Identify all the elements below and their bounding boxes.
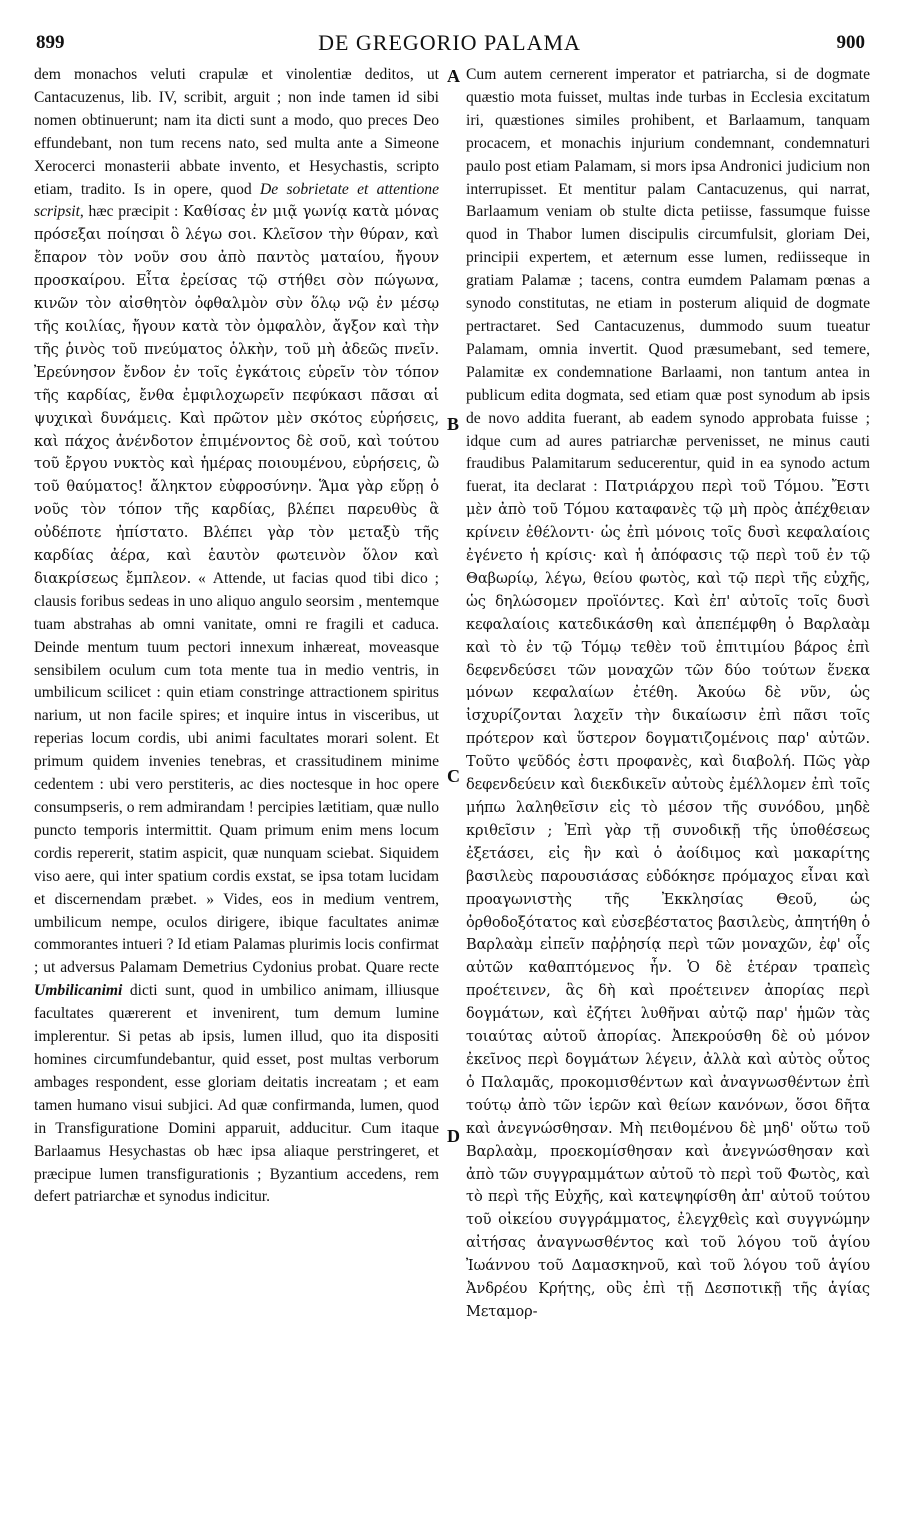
right-latin-text: Cum autem cernerent imperator et patriarcha, si de dogmate quæstio mota fuisset, multas inde turbas in Ecclesia excitatum iri, quæstiones similes prohibent, et Barlaamum, tanquam procacem, et monachis injurium condemnant, condemnaturi paulo post etiam Palamam, si mors ipsa Andronici judicium non interrupisset. Et mentitur palam Cantacuzenus, qui narrat, Barlaamum veniam ob stulte dicta petiisse, fassumque fuisse quod in Thabor lumen discipulis circumfulsit, gloriam Dei, principii expertem, et æternum esse lumen, rediisseque in gratiam Palamæ ; tacens, contra eumdem Palamam pœnas a synodo constitutas, ne etiam in posterum aliquid de dogmate pertractaret. Sed Cantacuzenus, dummodo suum tueatur Palamam, omnia invertit. Quod præsumebant, sed temere, Palamitæ ex condemnatione Barlaami, non tantum antea in publicum edita dogmata, sed etiam quæ post synodum ab ipsis de novo addita fuerant, ab eadem synodo approbata fuisse ; idque cum ad aures patriarchæ pervenisset, ne minus cauti fraudibus Palamitarum seducerentur, quid in ea synodo actum fuerat, ita declarat : <box>466 66 870 496</box>
left-text-closing: dicti sunt, quod in umbilico animam, illiusque facultates quærerent et invenirent, tum demum lumine implerentur. Si petas ab ipsis, lumen illud, quo ita dispositi homines circumfundebantur, quid esset, post multas verborum ambages respondent, esse gloriam deitatis increatam ; et eam tamen humano visui subjici. Ad quæ confirmanda, lumen, quod in Transfiguratione Domini apparuit, adducitur. Cum itaque Barlaamus Hesychastas ob hæc ipsa aliaque perstringeret, et præcipue lumen transfigurationis ; Byzantium accedens, rem defert patriarchæ et synodus indicitur. <box>34 982 440 1206</box>
right-paragraph <box>466 64 870 1324</box>
margin-marker-c: C <box>447 766 460 786</box>
running-title: DE GREGORIO PALAMA <box>318 30 581 55</box>
margin-marker-b: B <box>447 414 460 434</box>
left-column <box>34 64 439 1209</box>
left-greek-quote: Καθίσας ἐν μιᾷ γωνίᾳ κατὰ μόνας πρόσεξαι ποίησαι ὃ λέγω σοι. Κλεῖσον τὴν θύραν, καὶ ἔπαρον τὸν νοῦν σου ἀπὸ παντὸς ματαίου, ἤγουν προσκαίρου. Εἶτα ἐρείσας τῷ στήθει σὸν πώγωνα, κινῶν τὸν αἰσθητὸν ὀφθαλμὸν σὺν ὅλῳ νῷ ἐν μέσῳ τῆς κοιλίας, ἤγουν κατὰ τὸν ὀμφαλὸν, ἄγξον καὶ τὴν τῆς ῥινὸς τοῦ πνεύματος ὁλκὴν, τοῦ μὴ ἀδεῶς πνεῖν. Ἐρεύνησον ἔνδον ἐν τοῖς ἐγκάτοις εὑρεῖν τὸν τόπον τῆς καρδίας, ἔνθα ἐμφιλοχωρεῖν πεφύκασι πᾶσαι αἱ ψυχικαὶ δυνάμεις. Καὶ πρῶτον μὲν σκότος εὑρήσεις, καὶ πάχος ἀνένδοτον ἐπιμένοντος δὲ σοῦ, καὶ τούτου τοῦ ἔργου νυκτὸς καὶ ἡμέρας ποιουμένου, εὑρήσεις, ὢ τοῦ θαύματος! ἄληκτον εὐφροσύνην. Ἅμα γὰρ εὕρῃ ὁ νοῦς τὸν τόπον τῆς καρδίας, βλέπει παρευθὺς ἃ οὐδέποτε ἠπίστατο. Βλέπει γὰρ τὸν μεταξὺ τῆς καρδίας ἀέρα, καὶ ἑαυτὸν φωτεινὸν ὅλον καὶ διακρίσεως ἔμπλεον. <box>34 203 439 587</box>
left-italic-term: Umbilicanimi <box>34 982 123 1000</box>
page-number-right: 900 <box>836 32 865 53</box>
left-latin-translation: « Attende, ut facias quod tibi dico ; clausis foribus sedeas in uno aliquo angulo seorsim , mentemque tuam abstrahas ab omni vanitate, omni re fragili et caduca. Deinde mentum tuum pectori innexum inhæreat, moveasque sensibilem oculum cum tota mente tua in medio ventris, in umbilicum scilicet : quin etiam constringe attractionem spiritus narium, ut non facile spires; et inquire intus in visceribus, ut reperias locum cordis, ubi animi facultates morari solent. Et primum quidem invenies tenebras, et crassitudinem minime cedentem : ubi vero perstiteris, ac dies noctesque in hoc opere consumpseris, o rem admirandam ! percipies lætitiam, quæ nullo puncto temporis intermittit. Quam primum enim mens locum cordis repererit, statim aspicit, quæ nunquam sciebat. Siquidem viso aere, qui inter spatium cordis exstat, se ipsa totam lucidam et discernendam præbet. » Vides, eos in medium ventrem, umbilicum nempe, oculos dirigere, ibique facultates animæ commorantes intueri ? Id etiam Palamas plurimis locis confirmat ; ut adversus Palamam Demetrius Cydonius probat. Quare recte <box>34 569 440 977</box>
left-paragraph <box>34 64 439 1209</box>
right-column <box>466 64 870 1324</box>
right-greek-text: Πατριάρχου περὶ τοῦ Τόμου. Ἔστι μὲν ἀπὸ τοῦ Τόμου καταφανὲς τῷ μὴ πρὸς ἀπέχθειαν κρίνειν ἐθέλοντι· ὡς ἐπὶ μόνοις τοῖς δυσὶ κεφαλαίοις ἐγένετο ἡ κρίσις· καὶ ἡ ἀπόφασις τῷ περὶ τοῦ ἐν τῷ Θαβωρίῳ, λέγω, θείου φωτὸς, καὶ τῷ περὶ τῆς εὐχῆς, ὡς δηλώσομεν προϊόντες. Καὶ ἐπ' αὐτοῖς τοῖς δυσὶ κεφαλαίοις κατεδικάσθη καὶ ἀπεπέμφθη ὁ Βαρλαὰμ καὶ τὸ ἐν τῷ Τόμῳ τεθὲν τοῦ ἐπιτιμίου βάρος ἐπὶ δεφενδεύσει τῶν μοναχῶν τῶν δύο τούτων ἕνεκα μόνων κεφαλαίων ἐτέθη. Ἀκούω δὲ νῦν, ὡς ἰσχυρίζονται λαχεῖν τὴν δικαίωσιν ἐπὶ πᾶσι τοῖς πρότερον καὶ ὕστερον δογματιζομένοις παρ' αὐτῶν. Τοῦτο ψεῦδός ἐστι προφανὲς, καὶ διαβολή. Πῶς γὰρ δεφενδεύειν καὶ διεκδικεῖν αὐτοὺς ἐμέλλομεν ἐπὶ τοῖς μήπω λαληθεῖσιν εἰς τὸ μέσον τῆς συνόδου, μηδὲ κριθεῖσιν ; Ἐπὶ γὰρ τῇ συνοδικῇ τῆς ὑποθέσεως ἐξετάσει, εἰς ἣν καὶ ὁ ἀοίδιμος καὶ μακαρίτης βασιλεὺς παρουσιάσας εὐδόκησε πρόμαχος εἶναι καὶ προαγωνιστὴς τῆς Ἐκκλησίας Θεοῦ, ὡς ὀρθοδοξότατος καὶ εὐσεβέστατος βασιλεὺς, ἀπητήθη ὁ Βαρλαὰμ εἰπεῖν παῤῥησίᾳ περὶ τῶν μοναχῶν, ἐφ' οἷς αὐτῶν καθαπτόμενος ἦν. Ὁ δὲ ἑτέραν τραπεὶς προέτεινεν, ἃς δὴ καὶ προέτεινεν ἀπορίας περὶ δογμάτων, καὶ ἐζήτει λυθῆναι αὐτῷ παρ' ἡμῶν τὰς τοιαύτας αὐτοῦ ἀπορίας. Ἀπεκρούσθη δὲ οὐ μόνον ἐκεῖνος περὶ δογμάτων λέγειν, ἀλλὰ καὶ αὐτὸς οὗτος ὁ Παλαμᾶς, προκομισθέντων καὶ ἀναγνωσθέντων ἐπὶ τούτῳ ἀπὸ τῶν ἱερῶν καὶ θείων κανόνων, ὅσοι δῆτα καὶ ἀνεγνώσθησαν. Μὴ πειθομένου δὲ μηδ' οὕτω τοῦ Βαρλαὰμ, προεκομίσθησαν καὶ ἀνεγνώσθησαν καὶ ἀπὸ τῶν συγγραμμάτων αὐτοῦ τὸ περὶ τοῦ Φωτὸς, καὶ τὸ περὶ τῆς Εὐχῆς, καὶ κατεψηφίσθη ἀπ' αὐτοῦ τούτου τοῦ οἰκείου συγγράμματος, ἐλεγχθεὶς καὶ συγγνώμην αἰτήσας ἀναγνωσθέντος καὶ τοῦ λόγου τοῦ ἁγίου Ἰωάννου τοῦ Δαμασκηνοῦ, καὶ τοῦ λόγου τοῦ ἁγίου Ἀνδρέου Κρήτης, οὓς ἐπὶ τῇ Δεσποτικῇ τῆς ἁγίας Μεταμορ- <box>466 478 870 1320</box>
margin-marker-d: D <box>447 1126 460 1146</box>
left-text-3: , hæc præcipit : <box>79 203 179 221</box>
left-text-1: dem monachos veluti crapulæ et vinolentiæ deditos, ut Cantacuzenus, lib. IV, scribit, arguit ; non inde tamen id sibi nomen obtinuerunt; nam ita dicti sunt a modo, quo preces Deo effundebant, non tum recens nato, sed multa ante a Simeone Xerocerci monasterii abbate invento, et Hesychastis, scripto etiam, tradito. Is in opere, quod <box>34 66 439 198</box>
margin-marker-a: A <box>447 66 460 86</box>
running-header <box>0 30 899 58</box>
left-text-2-italic-title: De sobrietate et attentione scripsit <box>34 180 440 221</box>
page-number-left: 899 <box>36 32 65 53</box>
